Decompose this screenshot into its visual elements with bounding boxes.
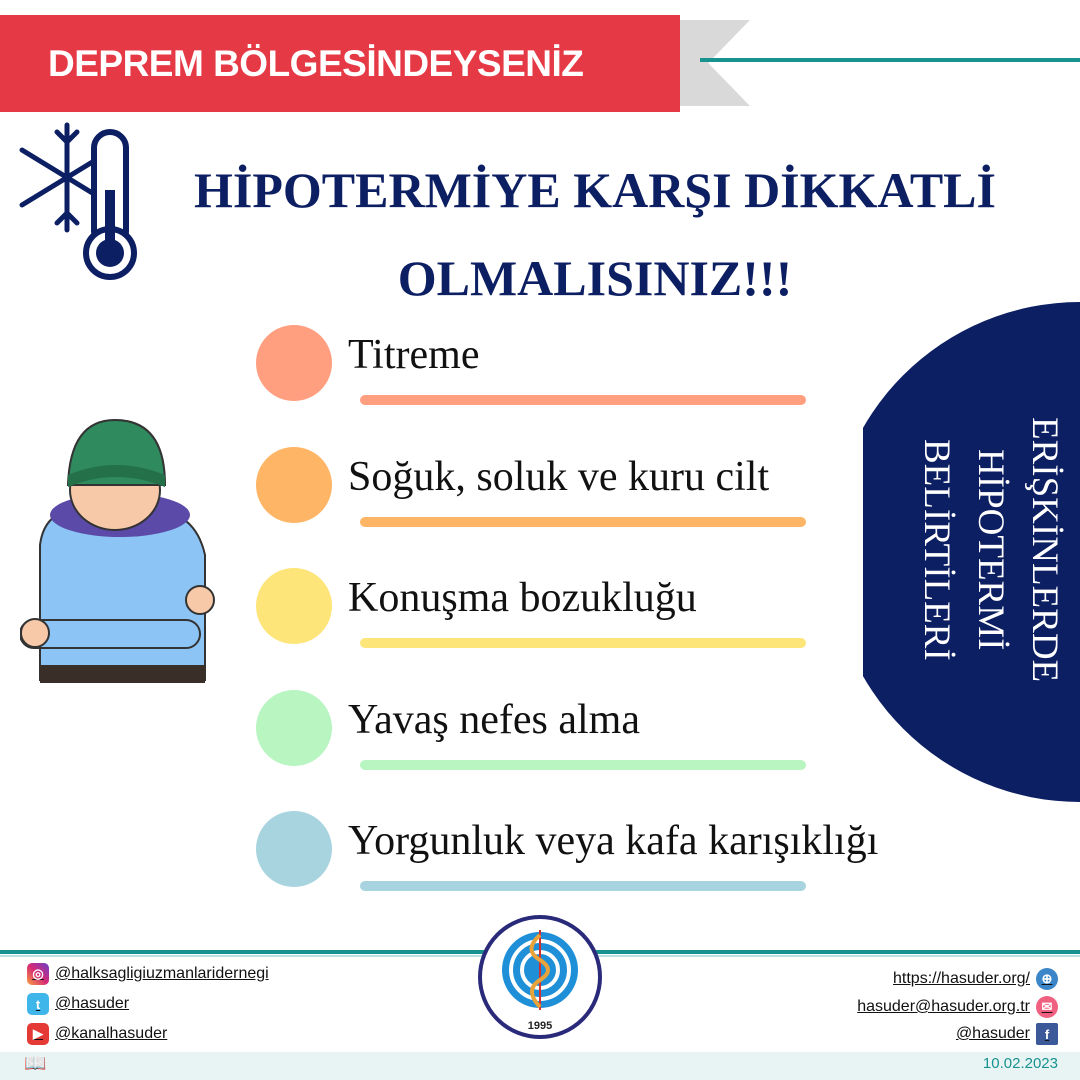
book-icon: 📖 (24, 1053, 47, 1073)
symptom-label: Konuşma bozukluğu (348, 575, 697, 621)
side-line-2: HİPOTERMİ (970, 449, 1011, 651)
website-link[interactable] (893, 968, 1058, 990)
snowflake-thermometer-icon (12, 120, 147, 285)
bullet-dot (256, 568, 332, 644)
instagram-handle[interactable]: @halksagligiuzmanlaridernegi (55, 965, 269, 982)
side-heading (905, 300, 1075, 800)
twitter-link[interactable] (27, 993, 129, 1015)
hasuder-logo (478, 915, 602, 1039)
twitter-handle[interactable]: @hasuder (55, 995, 130, 1012)
divider (700, 58, 1080, 62)
side-line-3: BELİRTİLERİ (916, 439, 957, 661)
facebook-handle[interactable]: @hasuder (955, 1025, 1030, 1042)
email-link[interactable] (857, 996, 1058, 1018)
youtube-handle[interactable]: @kanalhasuder (55, 1025, 168, 1042)
symptom-item (256, 447, 856, 567)
underline (360, 638, 806, 648)
shivering-person-illustration (20, 415, 220, 695)
email-address[interactable]: hasuder@hasuder.org.tr (857, 998, 1030, 1015)
symptom-label: Yavaş nefes alma (348, 697, 640, 743)
bullet-dot (256, 811, 332, 887)
facebook-icon: f (1036, 1023, 1058, 1045)
title-line-2: OLMALISINIZ!!! (397, 250, 793, 306)
logo-year: 1995 (527, 1020, 553, 1032)
website-url[interactable]: https://hasuder.org/ (893, 970, 1030, 987)
footer-strip (0, 1052, 1080, 1080)
date-label: 10.02.2023 (982, 1055, 1058, 1072)
underline (360, 395, 806, 405)
instagram-icon: ◎ (27, 963, 49, 985)
symptom-label: Yorgunluk veya kafa karışıklığı (348, 818, 879, 864)
bullet-dot (256, 325, 332, 401)
underline (360, 881, 806, 891)
symptom-item (256, 811, 879, 931)
header-banner: DEPREM BÖLGESİNDEYSENİZ (0, 15, 680, 112)
side-line-1: ERİŞKİNLERDE (1024, 417, 1065, 683)
bullet-dot (256, 447, 332, 523)
underline (360, 760, 806, 770)
symptom-label: Titreme (348, 332, 480, 378)
underline (360, 517, 806, 527)
symptom-item (256, 690, 856, 810)
bullet-dot (256, 690, 332, 766)
youtube-icon: ▶ (27, 1023, 49, 1045)
title-line-1: HİPOTERMİYE KARŞI DİKKATLİ (194, 162, 996, 218)
facebook-link[interactable] (956, 1023, 1058, 1045)
globe-icon: ⊕ (1036, 968, 1058, 990)
mail-icon: ✉ (1036, 996, 1058, 1018)
symptom-label: Soğuk, soluk ve kuru cilt (348, 454, 770, 500)
instagram-link[interactable] (27, 963, 269, 985)
symptom-item (256, 568, 856, 688)
twitter-icon: t (27, 993, 49, 1015)
youtube-link[interactable] (27, 1023, 167, 1045)
symptom-item (256, 325, 856, 445)
page-title (150, 146, 1040, 322)
